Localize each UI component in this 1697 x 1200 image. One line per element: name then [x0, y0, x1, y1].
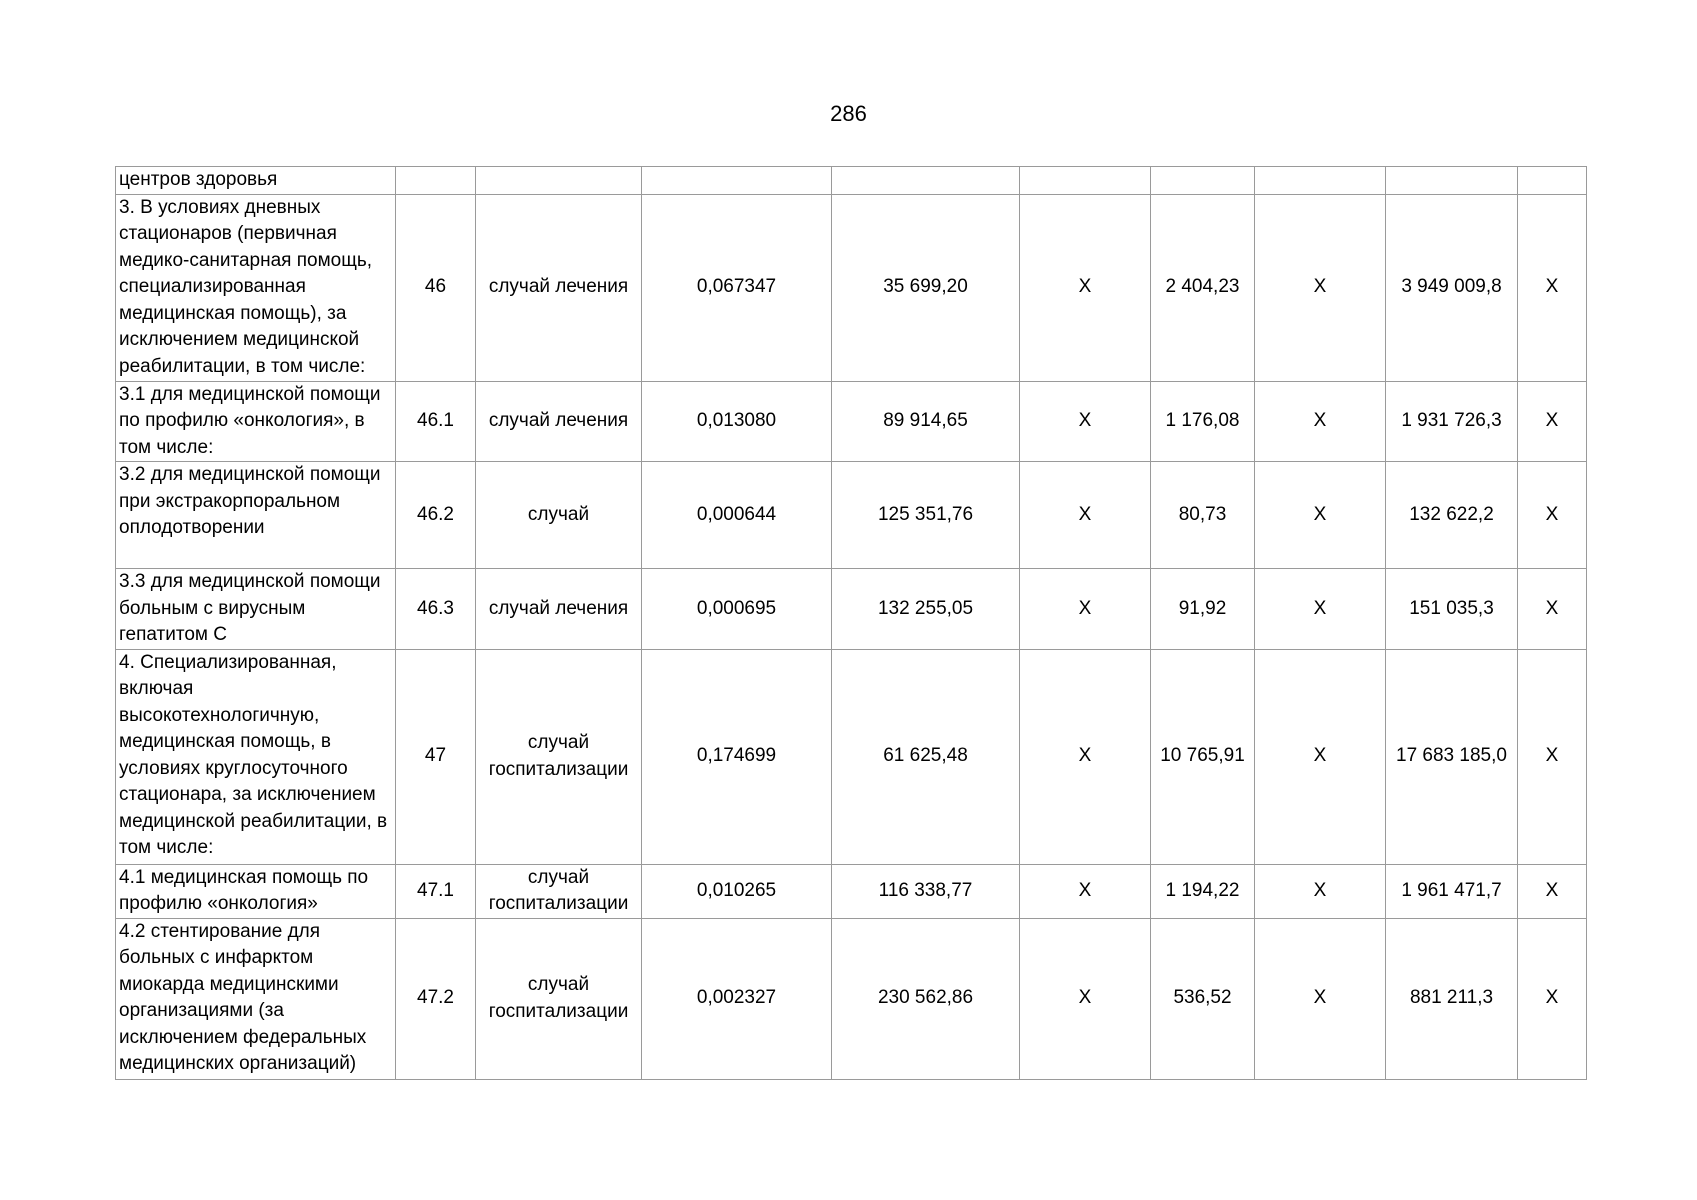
- row-code-cell: 46.1: [396, 381, 476, 462]
- row-col7-cell: 80,73: [1151, 462, 1255, 569]
- row-volume-cell: 0,000695: [642, 569, 832, 650]
- row-col8-cell: X: [1255, 649, 1386, 864]
- row-name-cell: 4.2 стентирование для больных с инфарктом миокарда медицинскими организациями (за исключением федеральных медицинских организаций): [116, 918, 396, 1079]
- table-row: [116, 918, 1587, 1079]
- row-col9-cell: 132 622,2: [1386, 462, 1518, 569]
- row-cost-cell: 125 351,76: [832, 462, 1020, 569]
- row-col6-cell: [1020, 167, 1151, 195]
- row-volume-cell: 0,010265: [642, 864, 832, 918]
- row-col7-cell: 10 765,91: [1151, 649, 1255, 864]
- row-code-cell: 47: [396, 649, 476, 864]
- row-col10-cell: X: [1518, 649, 1587, 864]
- row-name-cell: центров здоровья: [116, 167, 396, 195]
- row-code-cell: 46.2: [396, 462, 476, 569]
- page-number: 286: [830, 101, 867, 126]
- row-volume-cell: 0,174699: [642, 649, 832, 864]
- row-col7-cell: 536,52: [1151, 918, 1255, 1079]
- row-unit-cell: случай госпитализации: [476, 918, 642, 1079]
- row-cost-cell: 89 914,65: [832, 381, 1020, 462]
- table-row: [116, 462, 1587, 569]
- row-col8-cell: X: [1255, 194, 1386, 381]
- data-table: [115, 166, 1587, 1080]
- row-col6-cell: X: [1020, 462, 1151, 569]
- row-col7-cell: 1 176,08: [1151, 381, 1255, 462]
- table-row: [116, 194, 1587, 381]
- row-unit-cell: случай лечения: [476, 381, 642, 462]
- row-col7-cell: [1151, 167, 1255, 195]
- row-unit-cell: случай: [476, 462, 642, 569]
- row-cost-cell: 35 699,20: [832, 194, 1020, 381]
- row-cost-cell: 132 255,05: [832, 569, 1020, 650]
- row-col10-cell: X: [1518, 864, 1587, 918]
- row-col8-cell: [1255, 167, 1386, 195]
- row-col9-cell: 151 035,3: [1386, 569, 1518, 650]
- row-volume-cell: [642, 167, 832, 195]
- row-col9-cell: 1 931 726,3: [1386, 381, 1518, 462]
- table-row: [116, 864, 1587, 918]
- row-cost-cell: 116 338,77: [832, 864, 1020, 918]
- row-col9-cell: 17 683 185,0: [1386, 649, 1518, 864]
- row-col6-cell: X: [1020, 649, 1151, 864]
- row-unit-cell: случай госпитализации: [476, 649, 642, 864]
- row-col6-cell: X: [1020, 194, 1151, 381]
- row-col10-cell: [1518, 167, 1587, 195]
- row-col6-cell: X: [1020, 918, 1151, 1079]
- table-row: [116, 381, 1587, 462]
- row-name-cell: 3.1 для медицинской помощи по профилю «онкология», в том числе:: [116, 381, 396, 462]
- row-col9-cell: [1386, 167, 1518, 195]
- row-name-cell: 3.2 для медицинской помощи при экстракорпоральном оплодотворении: [116, 462, 396, 569]
- row-cost-cell: [832, 167, 1020, 195]
- table-row: [116, 569, 1587, 650]
- row-name-cell: 4.1 медицинская помощь по профилю «онкология»: [116, 864, 396, 918]
- row-col8-cell: X: [1255, 569, 1386, 650]
- row-col10-cell: X: [1518, 194, 1587, 381]
- row-unit-cell: [476, 167, 642, 195]
- table-row: [116, 167, 1587, 195]
- row-code-cell: 47.2: [396, 918, 476, 1079]
- row-code-cell: 47.1: [396, 864, 476, 918]
- row-col9-cell: 1 961 471,7: [1386, 864, 1518, 918]
- row-volume-cell: 0,002327: [642, 918, 832, 1079]
- row-unit-cell: случай госпитализации: [476, 864, 642, 918]
- row-volume-cell: 0,013080: [642, 381, 832, 462]
- row-code-cell: 46: [396, 194, 476, 381]
- row-unit-cell: случай лечения: [476, 194, 642, 381]
- row-col8-cell: X: [1255, 864, 1386, 918]
- row-cost-cell: 61 625,48: [832, 649, 1020, 864]
- row-col10-cell: X: [1518, 918, 1587, 1079]
- row-col8-cell: X: [1255, 918, 1386, 1079]
- table-row: [116, 649, 1587, 864]
- row-name-cell: 3. В условиях дневных стационаров (первичная медико-санитарная помощь, специализированная медицинская помощь), за исключением медицинской реабилитации, в том числе:: [116, 194, 396, 381]
- row-name-cell: 4. Специализированная, включая высокотехнологичную, медицинская помощь, в условиях круглосуточного стационара, за исключением медицинской реабилитации, в том числе:: [116, 649, 396, 864]
- row-col10-cell: X: [1518, 462, 1587, 569]
- row-col6-cell: X: [1020, 569, 1151, 650]
- row-col7-cell: 2 404,23: [1151, 194, 1255, 381]
- row-code-cell: 46.3: [396, 569, 476, 650]
- row-col10-cell: X: [1518, 569, 1587, 650]
- row-col10-cell: X: [1518, 381, 1587, 462]
- row-col8-cell: X: [1255, 381, 1386, 462]
- row-unit-cell: случай лечения: [476, 569, 642, 650]
- row-code-cell: [396, 167, 476, 195]
- row-volume-cell: 0,067347: [642, 194, 832, 381]
- row-cost-cell: 230 562,86: [832, 918, 1020, 1079]
- row-col8-cell: X: [1255, 462, 1386, 569]
- row-col6-cell: X: [1020, 381, 1151, 462]
- row-col7-cell: 1 194,22: [1151, 864, 1255, 918]
- row-name-cell: 3.3 для медицинской помощи больным с вирусным гепатитом С: [116, 569, 396, 650]
- row-col9-cell: 3 949 009,8: [1386, 194, 1518, 381]
- row-col6-cell: X: [1020, 864, 1151, 918]
- row-volume-cell: 0,000644: [642, 462, 832, 569]
- row-col7-cell: 91,92: [1151, 569, 1255, 650]
- row-col9-cell: 881 211,3: [1386, 918, 1518, 1079]
